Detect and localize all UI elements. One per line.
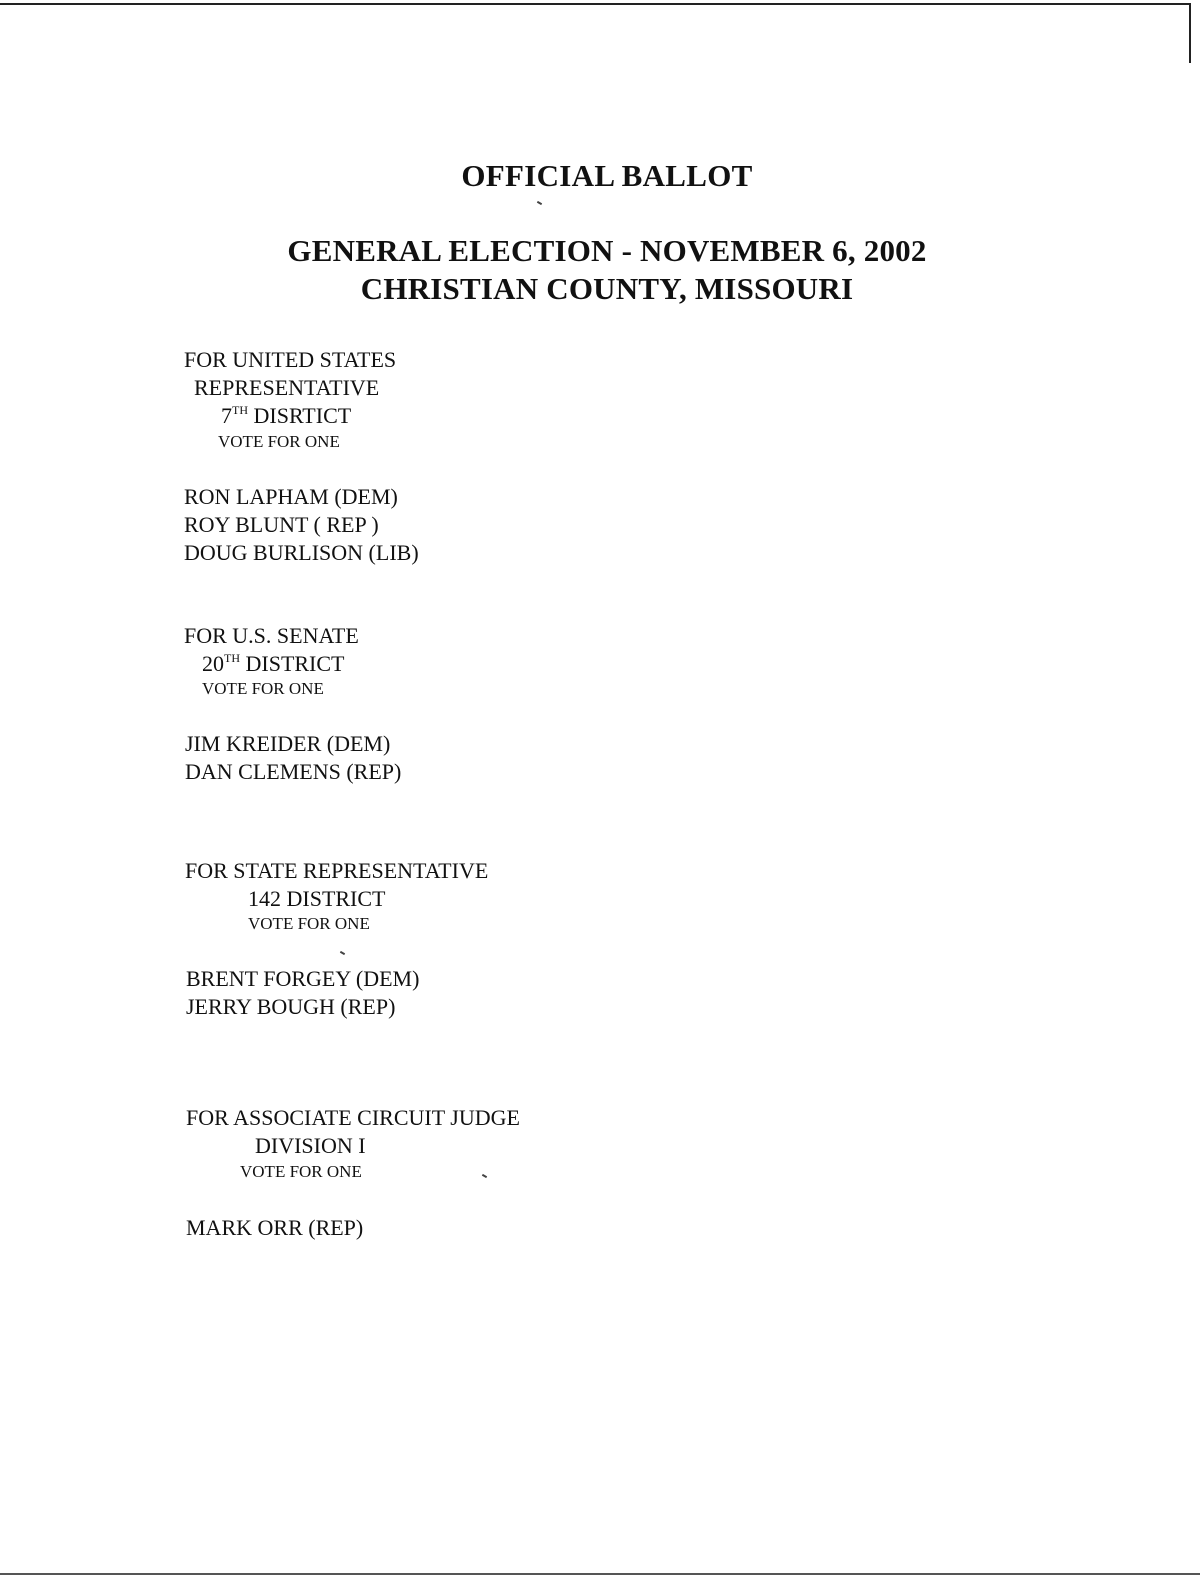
race-3-candidate-1: BRENT FORGEY (DEM) <box>186 966 420 991</box>
race-1-district <box>221 403 351 429</box>
ballot-title: OFFICIAL BALLOT <box>461 158 753 193</box>
race-3-instruction: VOTE FOR ONE <box>248 914 370 933</box>
race-2-district-suffix: TH <box>224 651 240 665</box>
race-1-candidate-1: RON LAPHAM (DEM) <box>184 484 398 509</box>
race-1-district-word: DISRTICT <box>253 403 352 428</box>
race-4-office-line1: FOR ASSOCIATE CIRCUIT JUDGE <box>186 1105 520 1130</box>
election-heading: GENERAL ELECTION - NOVEMBER 6, 2002 <box>287 233 927 268</box>
race-1-candidate-2: ROY BLUNT ( REP ) <box>184 512 379 537</box>
race-2-candidate-2: DAN CLEMENS (REP) <box>185 759 402 784</box>
race-1-office-line1: FOR UNITED STATES <box>184 347 397 372</box>
race-2-office-line1: FOR U.S. SENATE <box>184 623 359 648</box>
race-1-instruction: VOTE FOR ONE <box>218 432 340 451</box>
race-4-district: DIVISION I <box>255 1133 366 1158</box>
race-1-district-number: 7 <box>221 403 232 428</box>
race-1-office-line2: REPRESENTATIVE <box>194 375 380 400</box>
race-4-candidate-1: MARK ORR (REP) <box>186 1215 364 1240</box>
scan-speck <box>340 951 345 955</box>
race-3-office-line1: FOR STATE REPRESENTATIVE <box>185 858 489 883</box>
scan-border-bottom <box>0 1573 1200 1575</box>
scan-speck <box>482 1174 487 1178</box>
scan-border-right <box>1189 3 1191 63</box>
race-2-instruction: VOTE FOR ONE <box>202 679 324 698</box>
race-4-instruction: VOTE FOR ONE <box>240 1162 362 1181</box>
scan-speck <box>537 201 542 205</box>
county-heading: CHRISTIAN COUNTY, MISSOURI <box>360 271 854 306</box>
race-2-district-number: 20 <box>202 651 224 676</box>
race-3-candidate-2: JERRY BOUGH (REP) <box>186 994 396 1019</box>
race-2-candidate-1: JIM KREIDER (DEM) <box>185 731 391 756</box>
race-1-candidate-3: DOUG BURLISON (LIB) <box>184 540 419 565</box>
race-2-district-word: DISTRICT <box>245 651 345 676</box>
scan-border-top <box>0 3 1190 5</box>
race-3-district: 142 DISTRICT <box>248 886 386 911</box>
race-1-district-suffix: TH <box>232 403 248 417</box>
race-2-district <box>202 651 345 677</box>
